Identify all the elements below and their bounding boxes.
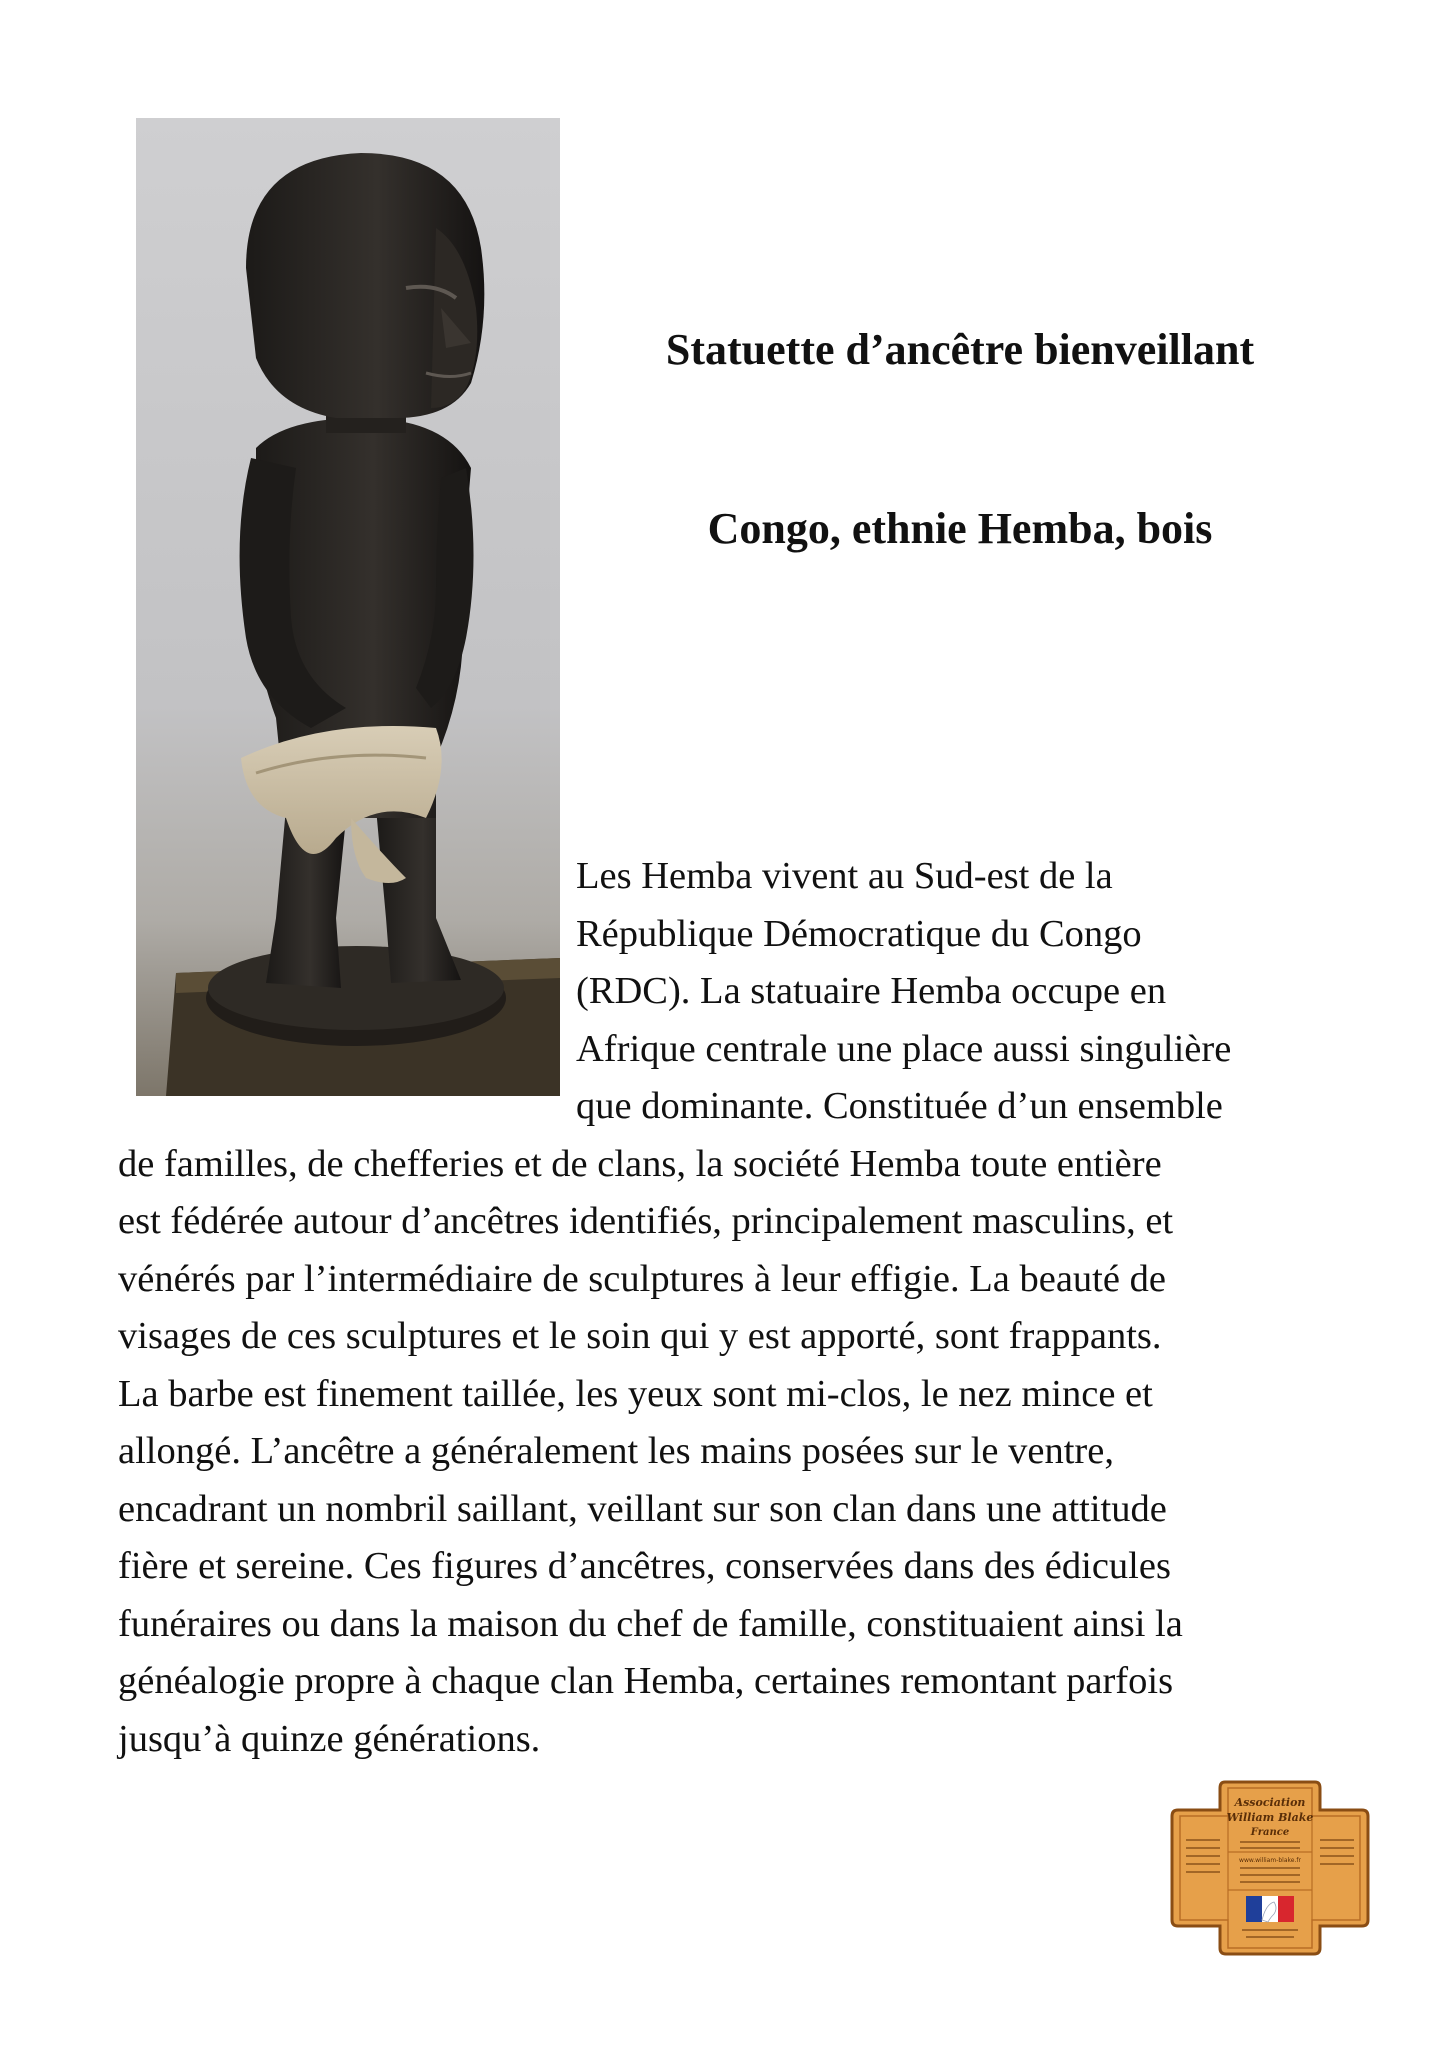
association-stamp bbox=[1170, 1780, 1370, 1956]
paragraph-line: allongé. L’ancêtre a généralement les mains posées sur le ventre, bbox=[118, 1430, 1114, 1472]
paragraph-line: généalogie propre à chaque clan Hemba, certaines remontant parfois bbox=[118, 1660, 1174, 1702]
paragraph-line: est fédérée autour d’ancêtres identifiés, principalement masculins, et bbox=[118, 1200, 1174, 1242]
paragraph-line: fière et sereine. Ces figures d’ancêtres, conservées dans des édicules bbox=[118, 1545, 1171, 1587]
paragraph-line: funéraires ou dans la maison du chef de famille, constituaient ainsi la bbox=[118, 1602, 1183, 1645]
stamp-title-3: France bbox=[1250, 1827, 1290, 1838]
description-paragraph bbox=[118, 848, 1358, 1768]
paragraph-line: de familles, de chefferies et de clans, la société Hemba toute entière bbox=[118, 1142, 1162, 1185]
french-flag-icon bbox=[1246, 1896, 1294, 1922]
stamp-title-1: Association bbox=[1234, 1796, 1306, 1809]
page-subtitle: Congo, ethnie Hemba, bois bbox=[707, 504, 1213, 553]
seal-icon bbox=[1170, 1780, 1370, 1956]
paragraph-line: Les Hemba vivent au Sud-est de la bbox=[576, 855, 1113, 897]
paragraph-line: que dominante. Constituée d’un ensemble bbox=[576, 1085, 1223, 1127]
paragraph-line: Afrique centrale une place aussi singulière bbox=[576, 1027, 1232, 1070]
paragraph-line: République Démocratique du Congo bbox=[576, 912, 1142, 955]
stamp-title-2: William Blake bbox=[1226, 1811, 1314, 1824]
paragraph-line: jusqu’à quinze générations. bbox=[118, 1717, 541, 1760]
paragraph-line: visages de ces sculptures et le soin qui y est apporté, sont frappants. bbox=[118, 1315, 1162, 1357]
paragraph-line: vénérés par l’intermédiaire de sculptures à leur effigie. La beauté de bbox=[118, 1257, 1166, 1300]
stamp-website: www.william-blake.fr bbox=[1239, 1857, 1301, 1864]
page-title: Statuette d’ancêtre bienveillant bbox=[665, 325, 1255, 374]
paragraph-line: encadrant un nombril saillant, veillant sur son clan dans une attitude bbox=[118, 1487, 1167, 1530]
paragraph-line: La barbe est finement taillée, les yeux sont mi-clos, le nez mince et bbox=[118, 1372, 1153, 1415]
paragraph-line: (RDC). La statuaire Hemba occupe en bbox=[576, 970, 1167, 1012]
